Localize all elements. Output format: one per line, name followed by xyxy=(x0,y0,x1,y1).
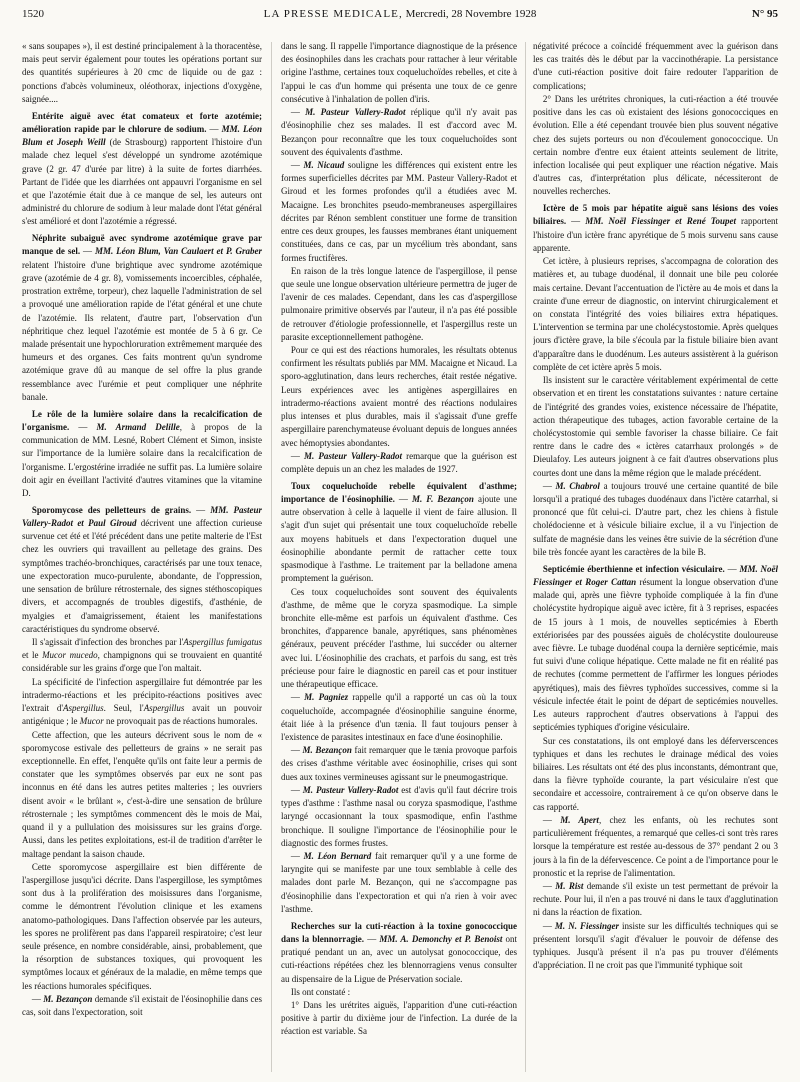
paragraph-text: — xyxy=(566,216,586,227)
paragraph xyxy=(533,814,778,880)
paragraph-text: ne provoquait pas de réactions humorales. xyxy=(103,716,258,727)
paragraph-text: Il s'agissait d'infection des bronches par l' xyxy=(31,637,184,647)
paragraph-text: souligne les différences qui existent entre les formes superficielles décrites par MM. Pasteur Vallery-Radot et Giroud et les formes profondes qu'il a étudiées avec M. Macaigne. Les bronchites pseudo-membraneuses aspergillaires décrites par Rénon semblent constituer une forme de transition entre ces deux groupes, les fausses membranes étant uniquement constituées, dans ce cas, par un mycélium très abondant, sans formes fructifères. xyxy=(281,159,517,263)
paragraph xyxy=(533,255,778,374)
paragraph-text: — xyxy=(364,933,380,944)
author-name: M. Bezançon xyxy=(43,993,93,1004)
communication-paragraph xyxy=(533,563,778,735)
paragraph xyxy=(533,40,778,93)
article-columns xyxy=(0,40,800,1076)
paragraph-text: — xyxy=(290,450,304,461)
paragraph xyxy=(281,744,517,784)
paragraph-text: demande s'il existe un test permettant de prévoir la rechute. Pour lui, il n'en a pas trouvé ni dans le taux d'agglutination ni dans la réaction de fixation. xyxy=(533,880,778,918)
communication-paragraph xyxy=(281,480,517,586)
author-name: MM. Léon Blum, Van Caulaert et P. Graber xyxy=(94,246,262,257)
paragraph-text: — xyxy=(542,814,561,825)
author-name: M. Pasteur Vallery-Radot xyxy=(305,107,406,118)
paragraph-text: 1° Dans les urétrites aiguës, l'apparition d'une cuti-réaction positive à partir du dixième jour de l'infection. La durée de la réaction est variable. Sa xyxy=(281,999,517,1037)
author-name: M. N. Fiessinger xyxy=(554,920,619,931)
paragraph-text: décrivent une affection curieuse survenue cet été et l'été précédent dans une petite malterie de l'Est chez les ouvriers qui travaillent au pelletage des grains. Des symptômes trachéo-bronchiques, caractérisés par une toux tenace, une expectoration muco-purulente, abondante, de l'oppression, une sensation de brûlure rétrosternale, des signes stéthoscopiques divers, et accompagnés de troubles digestifs, d'asthénie, de myalgies et d'amaigrissement, étaient les manifestations caractéristiques du syndrome observé. xyxy=(22,518,262,634)
paragraph-text: La spécificité de l'infection aspergillaire fut démontrée par les intradermo-réactions et les précipito-réactions positives avec l'extrait d' xyxy=(22,676,262,714)
paragraph-text: — xyxy=(206,123,222,134)
communication-paragraph xyxy=(22,408,262,501)
paragraph-text: — xyxy=(290,692,305,703)
communication-paragraph xyxy=(281,920,517,986)
section-heading: Septicémie éberthienne et infection vésiculaire. xyxy=(542,563,725,574)
paragraph xyxy=(22,993,262,1019)
author-name: M. Léon Bernard xyxy=(303,850,372,861)
paragraph-text: — xyxy=(31,993,44,1004)
communication-paragraph xyxy=(22,110,262,229)
paragraph xyxy=(533,480,778,559)
paragraph-text: dans le sang. Il rappelle l'importance diagnostique de la présence des éosinophiles dans les crachats pour rattacher à leur véritable origine l'asthme, certaines toux coqueluchoïdes rebelles, et cite à l'appui le cas d'un homme qui présenta une toux de ce genre consécutive à l'inhalation de pollen d'iris. xyxy=(281,41,517,104)
paragraph-text: . Seul, l' xyxy=(103,703,144,714)
author-name: MM. A. Demonchy et P. Benoist xyxy=(379,933,503,944)
paragraph-text: , champignons qui se trouvaient en quantité considérable sur les grains d'orge que l'on maltait. xyxy=(22,650,262,674)
paragraph xyxy=(22,729,262,861)
text-column xyxy=(22,40,262,1074)
paragraph-text: a toujours trouvé une certaine quantité de bile lorsqu'il a pratiqué des tubages duodénaux dans l'ictère catarrhal, si prononcé que fût celui-ci. D'autre part, chez les chiens à fistule cholédocienne et à vésicule biliaire exclue, il a vu l'injection de sulfate de magnésie dans les veines être suivie de la sécrétion d'une bile très foncée ayant les caractères de la bile B. xyxy=(533,480,778,557)
paragraph-text: En raison de la très longue latence de l'aspergillose, il pense que seule une longue observation ultérieure permettra de juger de l'avenir de ces malades. Cependant, dans les cas d'aspergillose pulmonaire primitive observés par l'auteur, il n'a pas été possible de retrouver d'étiologie professionnelle, et l'aspergillus reste un parasite exceptionnellement pathogène. xyxy=(281,265,517,342)
paragraph xyxy=(281,850,517,916)
paragraph-text: — xyxy=(191,504,211,515)
paragraph xyxy=(281,40,517,106)
paragraph-text: — xyxy=(542,920,555,931)
latin-term: Aspergillus xyxy=(143,703,185,714)
section-heading: Sporomycose des pelletteurs de grains. xyxy=(31,504,192,515)
paragraph xyxy=(281,344,517,450)
author-name: MM. Noël Fiessinger et Roger Cattan xyxy=(533,563,778,587)
paragraph-text: fait remarquer qu'il y a une forme de laryngite qui se manifeste par une toux semblable à celle des malades dont parle M. Bezançon, qui ne s'accompagne pas d'éosinophilie dans l'expectoration et qui n'a rien à voir avec l'asthme. xyxy=(281,850,517,914)
paragraph xyxy=(22,40,262,106)
paragraph-text: avait un pouvoir antigénique ; le xyxy=(22,703,262,727)
author-name: MM. Pasteur Vallery-Radot et Paul Giroud xyxy=(22,504,262,529)
communication-paragraph xyxy=(22,504,262,636)
paragraph-text: négativité précoce a coïncidé fréquemment avec la guérison dans les cas traités dès le début par la vaccinothérapie. La persistance d'une cuti-réaction positive doit faire redouter l'apparition de complications; xyxy=(533,41,778,91)
paragraph-text: résument la longue observation d'une malade qui, après une fièvre typhoïde compliquée à la fin d'une cholécystite hydropique aiguë avec ictère, fit à 3 reprises, espacées de 15 jours à 1 mois, de nouvelles septicémies à Eberth extériorisées par des poussées aiguës de cholécystite douloureuse avec fièvre. Le tubage duodénal coupa la dernière septicémie, mais fut suivi d'une colique hépatique. Cette malade ne fit en réalité pas de rechutes (comme permettent de l'affirmer les longues périodes apyrétiques), mais des fièvres typhoïdes successives, comme si la vésicule infectée était le point de départ de septicémies nouvelles. Les auteurs rapprochent d'autres observations à l'appui des septicémies typhiques d'origine vésiculaire. xyxy=(533,576,778,733)
author-name: M. Pasteur Vallery-Radot xyxy=(302,784,399,795)
paragraph-text: — xyxy=(80,246,95,257)
paragraph-text: Cet ictère, à plusieurs reprises, s'accompagna de coloration des matières et, au tubage duodénal, il donnait une bile peu colorée mais certaine. Devant l'accentuation de l'ictère au 4e mois et dans la crainte d'une erreur de diagnostic, on intervint chirurgicalement et on constata l'intégrité des voies biliaires extra hépatiques. L'intervention se termina par une cholécystostomie. Après quelques jours d'ictère grave, la bile s'écoula par la fistule biliaire bien avant d'apparaître dans le duodénum. Les auteurs assistèrent à la guérison complète de cet ictère après 5 mois. xyxy=(533,256,778,372)
paragraph xyxy=(281,784,517,850)
section-heading: Toux coqueluchoïde rebelle équivalent d'asthme; importance de l'éosinophilie. xyxy=(281,480,517,505)
author-name: M. F. Bezançon xyxy=(411,494,474,505)
communication-paragraph xyxy=(533,202,778,255)
paragraph-text: insiste sur les difficultés techniques qui se présentent lorsqu'il s'agit d'évaluer le pouvoir de défense des typhiques. Jusqu'à présent il n'a pas pu trouver d'éléments d'appréciation. Il ne croit pas que l'immunité typhique soit xyxy=(533,920,778,971)
paragraph xyxy=(533,735,778,814)
paragraph-text: ajoute une autre observation à celle à laquelle il vient de faire allusion. Il s'agit d'un sujet qui présentait une toux coqueluchoïde rebelle aux moyens habituels et dans l'expectoration duquel une éosinophilie abondante permit de rattacher cette toux spasmodique à l'asthme. Le traitement par la belladone amena promptement la guérison. xyxy=(281,494,517,584)
paragraph-text: est d'avis qu'il faut décrire trois types d'asthme : l'asthme nasal ou coryza spasmodique, l'asthme laryngé occasionnant la toux spasmodique, enfin l'asthme bronchique. Il souligne l'importance de l'éosinophilie pour le diagnostic des formes frustes. xyxy=(281,784,517,848)
paragraph-text: réplique qu'il n'y avait pas d'éosinophilie chez ses malades. Il est d'accord avec M. Bezançon pour reconnaître que les toux coqueluchoïdes sont souvent des équivalents d'asthme. xyxy=(281,107,517,157)
paragraph xyxy=(533,880,778,920)
paragraph-text: « sans soupapes »), il est destiné principalement à la thoracentèse, mais peut servir également pour toutes les opérations portant sur des quantités supérieures à 20 cmc de liquide ou de gaz : ponctions d'abcès volumineux, oléothorax, injections d'oxygène, saignée.... xyxy=(22,41,262,104)
author-name: M. Apert xyxy=(560,814,599,825)
paragraph xyxy=(281,159,517,265)
paragraph xyxy=(281,999,517,1039)
issue-date: Mercredi, 28 Novembre 1928 xyxy=(405,8,537,20)
section-heading: Néphrite subaiguë avec syndrome azotémique grave par manque de sel. xyxy=(22,233,262,257)
author-name: M. Bezançon xyxy=(302,745,352,756)
paragraph xyxy=(281,106,517,159)
paragraph-text: — xyxy=(290,159,304,170)
paragraph-text: Ils ont constaté : xyxy=(290,986,351,997)
paragraph-text: — xyxy=(724,563,740,574)
journal-name: LA PRESSE MEDICALE, xyxy=(263,8,403,20)
paragraph xyxy=(281,265,517,344)
paragraph xyxy=(281,986,517,999)
section-heading: Ictère de 5 mois par hépatite aiguë sans lésions des voies biliaires. xyxy=(533,203,778,227)
paragraph-text: Ces toux coqueluchoïdes sont souvent des équivalents d'asthme, de même que le coryza spasmodique. La simple bronchite elle-même est parfois un équivalent d'asthme. Ces bronchites, d'apparence banale, apyrétiques, sans phénomènes généraux, peuvent précéder l'asthme, lui succéder ou alterner avec lui. L'éosinophilie des crachats, et parfois du sang, est très précieuse pour faire le diagnostic en pareil cas et pour instituer une thérapeutique efficace. xyxy=(281,586,517,690)
paragraph-text: — xyxy=(290,784,303,795)
paragraph-text: 2° Dans les urétrites chroniques, la cuti-réaction a été trouvée positive dans les cas où existaient des lésions gonococciques en évolution. Elle a été cependant trouvée bien plus souvent négative chez des sujets porteurs ou non d'écoulement gonococcique. Un certain nombre d'entre eux étaient atteints seulement de litrite, infection localisée qui peut expliquer une réaction négative. Mais d'autres cas, d'interprétation plus délicate, nécessiteront de nouvelles recherches. xyxy=(533,93,778,197)
paragraph-text: Cette affection, que les auteurs décrivent sous le nom de « sporomycose estivale des pelletteurs de grains » ne serait pas exceptionnelle. En effet, l'enquête qu'ils ont faite leur a permis de constater que les symptômes observés par eux ne sont pas inconnus en été dans les autres petites malteries ; les ouvriers disent avoir « le brûlant », c'est-à-dire une sensation de brûlure rétrosternale ; les symptômes commencent dès le mois de Mai, quand il y a pullulation des moisissures sur les grains d'orge. Aussi, dans les petites exploitations, est-il de tradition d'arrêter le maltage pendant la saison chaude. xyxy=(22,729,262,859)
paragraph-text: remarque que la guérison est complète depuis un an chez les malades de 1927. xyxy=(281,450,517,474)
issue-number: N° 95 xyxy=(751,8,778,20)
latin-term: Aspergillus xyxy=(62,703,104,714)
running-title xyxy=(22,8,778,20)
communication-paragraph xyxy=(22,232,262,404)
paragraph xyxy=(281,691,517,744)
author-name: M. Armand Delille xyxy=(96,421,180,432)
paragraph xyxy=(22,636,262,676)
paragraph-text: — xyxy=(290,850,304,861)
paragraph xyxy=(22,861,262,993)
paragraph-text: et le xyxy=(22,650,43,661)
paragraph-text: fait remarquer que le tænia provoque parfois des crises d'asthme véritable avec éosinophilie, crises qui sont dues aux toxines vermineuses agissant sur le pneumogastrique. xyxy=(281,745,517,782)
paragraph-text: Pour ce qui est des réactions humorales, les résultats obtenus confirment les résultats publiés par MM. Macaigne et Nicaud. La sporo-agglutination, dans leurs recherches, était restée négative. Leurs expériences avec les antigènes aspergillaires en intradermo-réactions avaient montré des réactions nodulaires plus intenses et plus durables, mais il s'agissait d'une greffe aspergillaire parenchymateuse évoluant depuis de longues années avec hémoptysies abondantes. xyxy=(281,345,517,448)
paragraph-text: rapportent l'histoire d'un ictère franc apyrétique de 5 mois survenu sans cause apparente. xyxy=(533,216,778,253)
paragraph-text: Sur ces constatations, ils ont employé dans les déferverscences typhiques et dans les rechutes le drainage médical des voies biliaires. Les résultats ont été des plus inconstants, démontrant que, dans la fièvre typhoïde courante, la part vésiculaire n'est que secondaire et accessoire, contrairement à ce qu'on observe dans le cas rapporté. xyxy=(533,735,778,812)
paragraph xyxy=(281,450,517,476)
paragraph xyxy=(281,586,517,692)
paragraph-text: Cette sporomycose aspergillaire est bien différente de l'aspergillose jusqu'ici décrite. Dans l'aspergillose, les symptômes sont dus à la prolifération des moisissures dans l'organisme, comme le démontrent l'évolution clinique et les examens anatomo-pathologiques. Dans l'affection observée par les auteurs, les spores ne prolifèrent pas dans l'appareil respiratoire; c'est leur seule présence, en nombre considérable, ainsi, probablement, que la résorption de substances toxiques, qui provoquent les symptômes locaux et généraux de la maladie, en même temps que les réactions humorales spécifiques. xyxy=(22,861,262,991)
paragraph-text: — xyxy=(542,480,556,491)
paragraph-text: rappelle qu'il a rapporté un cas où la toux coqueluchoïde, accompagnée d'éosinophilie sanguine énorme, était liée à la présence d'un tænia. Il faut toujours penser à l'existence de parasites intestinaux en face d'une éosinophilie. xyxy=(281,692,517,742)
paragraph-text: ont pratiqué pendant un an, avec un autolysat gonococcique, des cuti-réactions répétées chez les blennorragiens venus consulter au dispensaire de la Ligue de Préservation sociale. xyxy=(281,933,517,984)
paragraph-text: demande s'il existait de l'éosinophilie dans ces cas, soit dans l'expectoration, soit xyxy=(22,993,262,1018)
author-name: MM. Léon Blum et Joseph Weill xyxy=(22,123,262,148)
section-heading: Entérite aiguë avec état comateux et forte azotémie; amélioration rapide par le chlorure de sodium. xyxy=(22,110,262,134)
paragraph xyxy=(533,93,778,199)
author-name: M. Rist xyxy=(555,880,584,891)
paragraph xyxy=(22,676,262,729)
author-name: M. Pasteur Vallery-Radot xyxy=(304,450,402,461)
paragraph-text: — xyxy=(394,494,412,505)
author-name: M. Pagniez xyxy=(304,692,349,703)
paragraph-text: — xyxy=(290,107,306,118)
author-name: M. Nicaud xyxy=(303,159,345,170)
paragraph-text: relatent l'histoire d'une brightique avec syndrome azotémique grave (azotémie de 4 gr. 8), vomissements incoercibles, céphalée, prostration extrême, torpeur), chez laquelle l'administration de sel a provoqué une amélioration rapide de l'état général et une chute de l'azotémie. Ils relatent, d'autre part, l'observation d'un néphritique chez lequel l'azotémie est montée de 5 à 6 gr. Ce malade présentait une hypochloruration extrêmement marquée des humeurs et des organes. Ces faits montrent qu'un syndrome azotémique grave dû au manque de sel offre la plus grande ressemblance avec l'urémie et peut compliquer une néphrite banale. xyxy=(22,259,262,402)
paragraph-text: (de Strasbourg) rapportent l'histoire d'un malade chez lequel s'est développé un syndrome azotémique grave (2 gr. 47 d'urée par litre) à la suite de fortes diarrhées. Partant de l'idée que les diarrhées ont appauvri l'organisme en sel et que l'azotémie était due à ce manque de sel, les auteurs ont administré du chlorure de sodium à leur malade dont l'état général s'est amélioré et dont l'azotémie a régressé. xyxy=(22,137,262,227)
paragraph-text: — xyxy=(69,421,97,432)
latin-term: Mucor xyxy=(79,716,104,727)
author-name: M. Chabrol xyxy=(555,480,600,491)
paragraph-text: — xyxy=(542,880,556,891)
latin-term: Aspergillus fumigatus xyxy=(183,637,262,647)
latin-term: Mucor mucedo xyxy=(42,650,98,661)
section-heading: Le rôle de la lumière solaire dans la recalcification de l'organisme. xyxy=(22,408,262,432)
text-column xyxy=(533,40,778,1074)
paragraph-text: Ils insistent sur le caractère véritablement expérimental de cette observation et en tirent les constatations suivantes : nature certaine de l'intégrité des grandes voies, existence nécessaire de l'hépatite, action thérapeutique des tubages, action favorable certaine de la cholécystostomie qui semble favoriser la chasse biliaire. Ce fait rentre dans le cadre des « ictères catarrhaux prolongés » de Dieulafoy. Les auteurs joignent à ce fait d'autres observations plus courtes dont une dans la même région que le malade précédent. xyxy=(533,375,778,478)
section-heading: Recherches sur la cuti-réaction à la toxine gonococcique dans la blennorragie. xyxy=(281,920,517,944)
text-column xyxy=(281,40,517,1074)
paragraph-text: — xyxy=(290,745,303,756)
paragraph xyxy=(533,920,778,973)
page-number: 1520 xyxy=(22,8,44,20)
paragraph xyxy=(533,374,778,480)
paragraph-text: , chez les enfants, où les rechutes sont particulièrement fréquentes, a remarqué que celles-ci sont très rares lorsque la température est restée au-dessous de 37° pendant 2 ou 3 jours à la fin de la défervescence. Ce point a de l'importance pour le pronostic et la reprise de l'alimentation. xyxy=(533,814,778,878)
author-name: MM. Noël Fiessinger et René Toupet xyxy=(585,216,736,227)
paragraph-text: , à propos de la communication de MM. Lesné, Robert Clément et Simon, insiste sur l'importance de la lumière solaire dans la recalcification de l'organisme. L'ergostérine irradiée ne suffit pas. La lumière solaire doit agir en éveillant l'activité d'autres vitamines que la vitamine D. xyxy=(22,421,262,498)
page-header xyxy=(22,8,778,26)
